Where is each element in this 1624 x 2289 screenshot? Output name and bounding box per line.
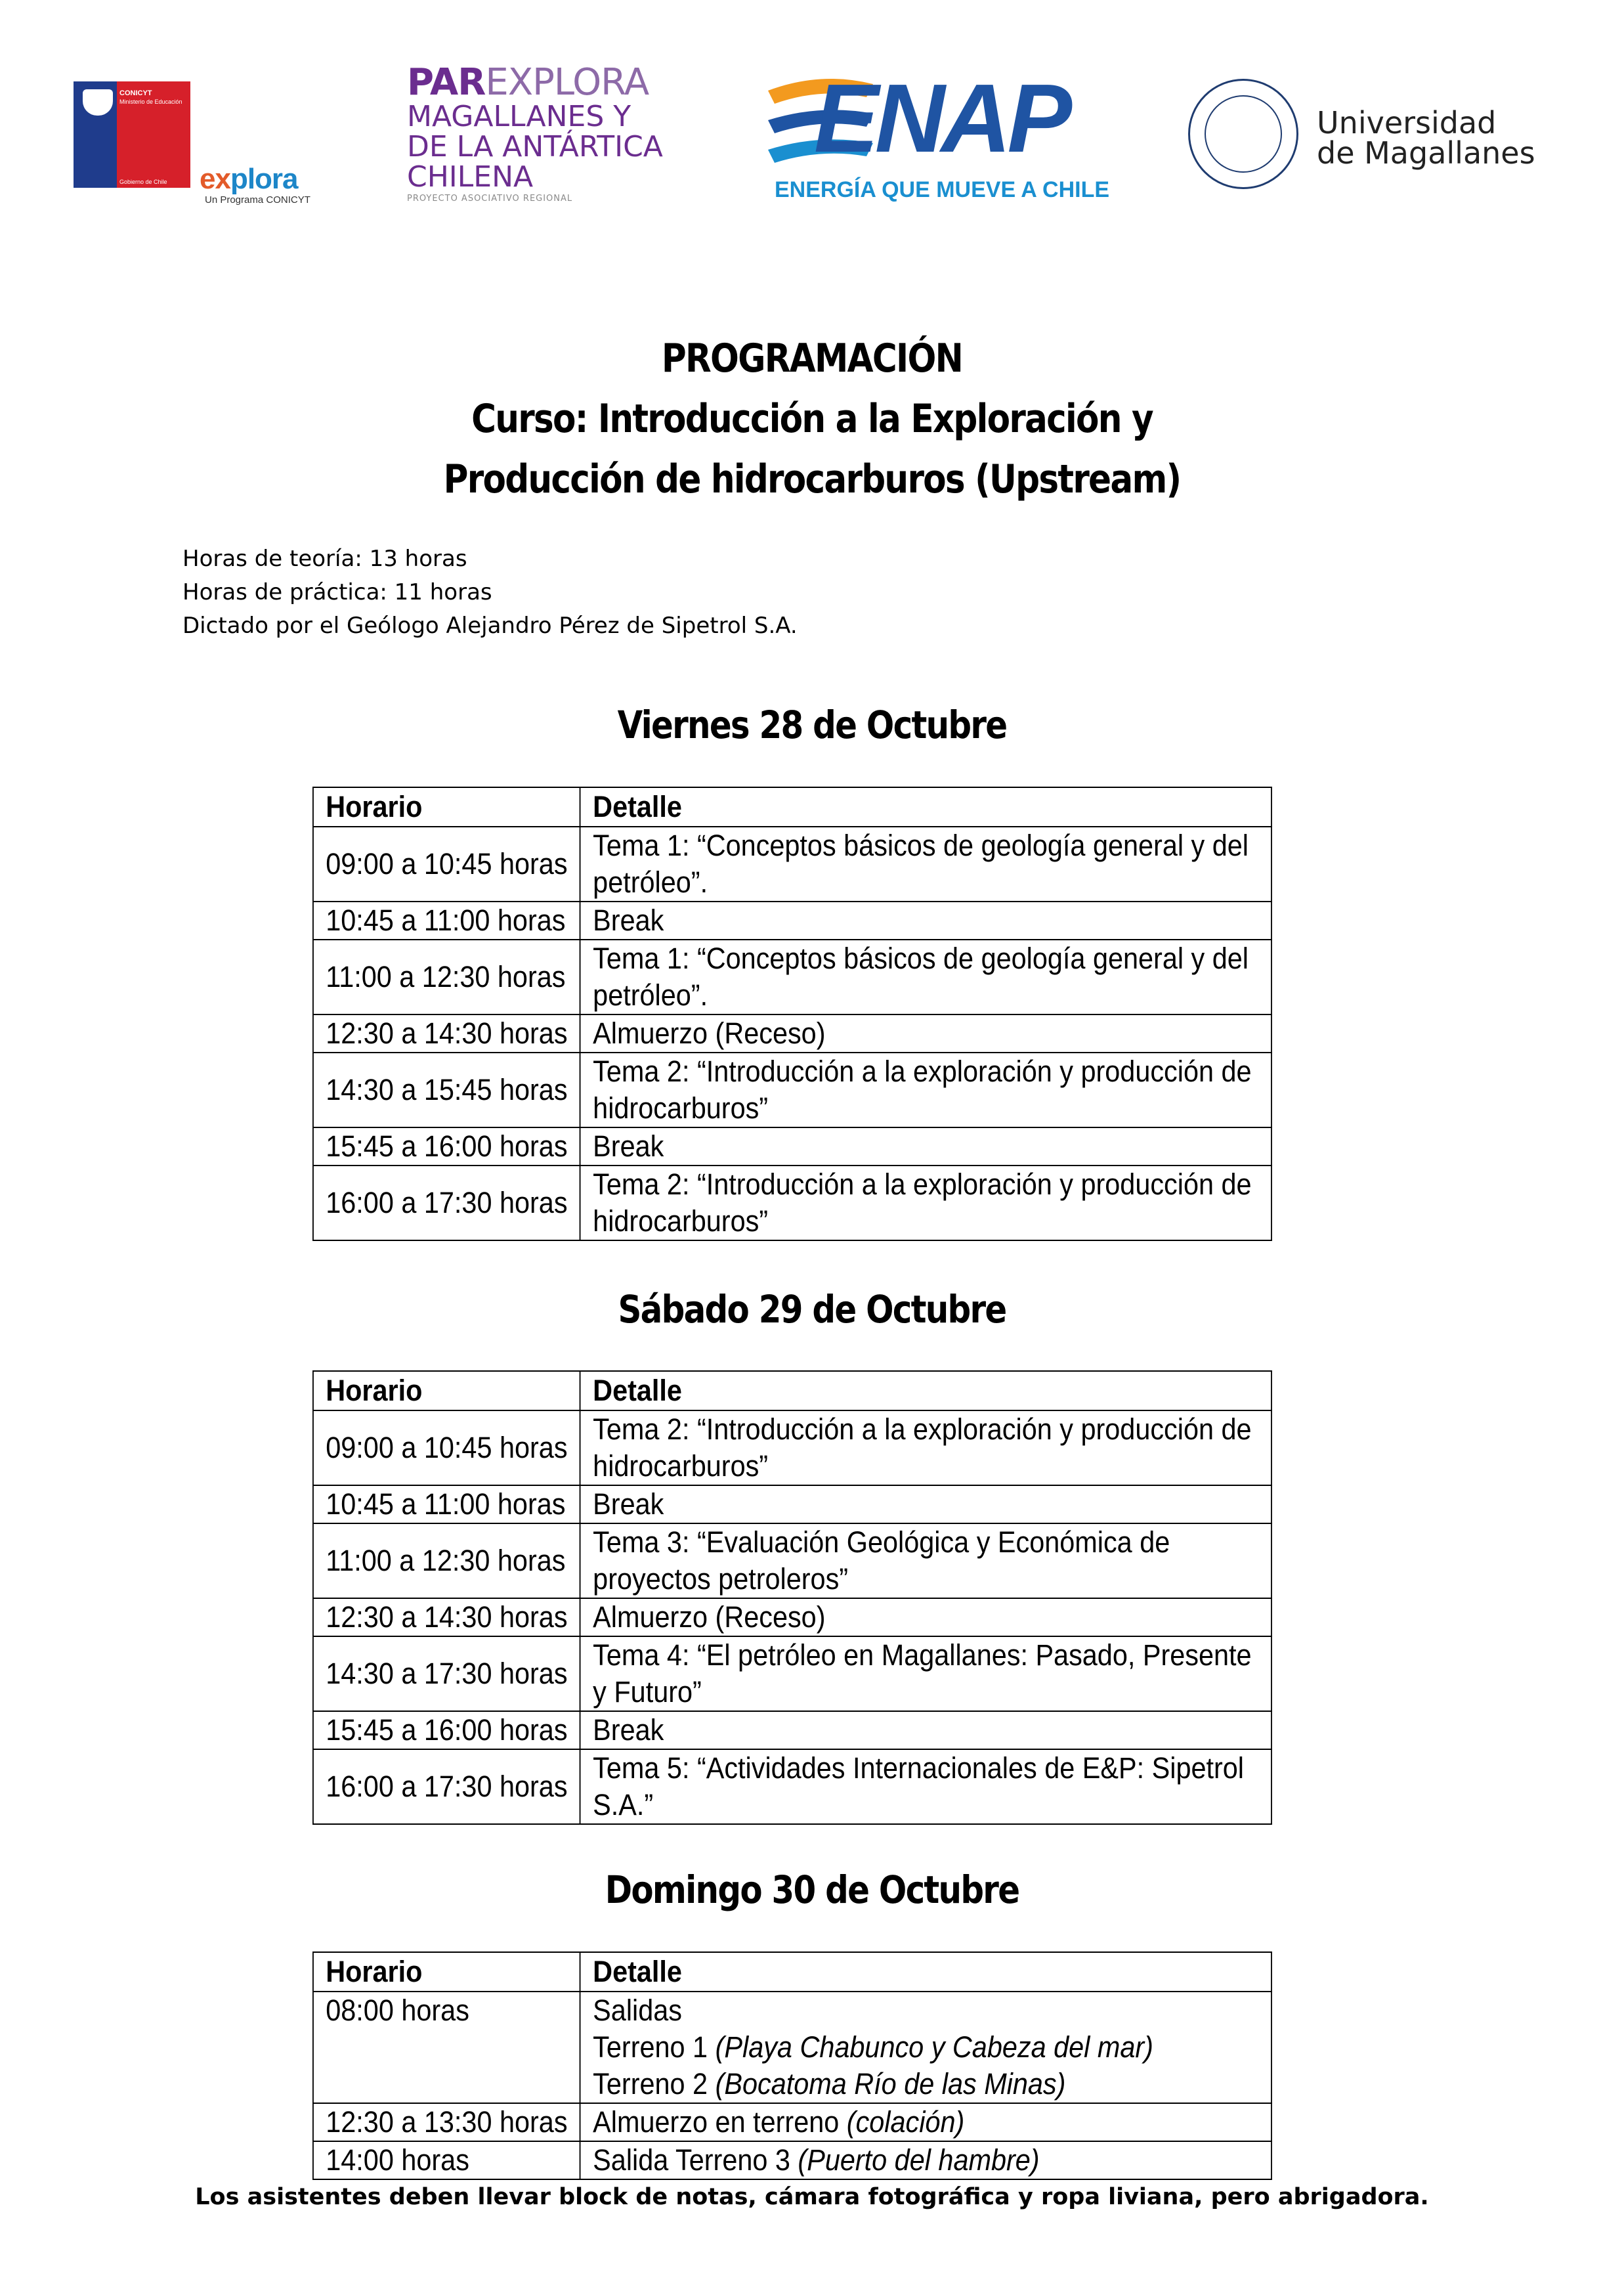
explora-tagline: Un Programa CONICYT	[205, 194, 310, 206]
time-cell: 09:00 a 10:45 horas	[313, 827, 580, 902]
course-title-line-1: Curso: Introducción a la Exploración y	[471, 396, 1153, 442]
table-row	[313, 902, 1271, 940]
table-header-row	[313, 1952, 1271, 1992]
time-cell: 12:30 a 14:30 horas	[313, 1014, 580, 1053]
time-cell: 14:00 horas	[313, 2141, 580, 2179]
logo-bar	[0, 59, 1624, 217]
enap-logo: ENAP ENERGÍA QUE MUEVE A CHILE	[761, 62, 1116, 213]
detail-cell: Tema 5: “Actividades Internacionales de E&P: Sipetrol S.A.”	[580, 1749, 1271, 1824]
col-horario: Horario	[313, 787, 580, 827]
col-detalle: Detalle	[580, 787, 1271, 827]
time-cell: 16:00 a 17:30 horas	[313, 1749, 580, 1824]
time-cell: 15:45 a 16:00 horas	[313, 1127, 580, 1166]
university-seal-icon	[1188, 79, 1298, 189]
time-cell: 12:30 a 13:30 horas	[313, 2103, 580, 2141]
instructor: Dictado por el Geólogo Alejandro Pérez de Sipetrol S.A.	[182, 613, 798, 639]
table-row	[313, 1523, 1271, 1598]
practice-hours: Horas de práctica: 11 horas	[182, 579, 492, 605]
table-row	[313, 940, 1271, 1014]
theory-hours: Horas de teoría: 13 horas	[182, 546, 467, 572]
table-row	[313, 1598, 1271, 1636]
universidad-de-magallanes-logo: Universidad de Magallanes	[1188, 79, 1582, 204]
table-row	[313, 2103, 1271, 2141]
time-cell: 14:30 a 15:45 horas	[313, 1053, 580, 1127]
time-cell: 09:00 a 10:45 horas	[313, 1410, 580, 1485]
course-title-line-2: Producción de hidrocarburos (Upstream)	[443, 456, 1181, 502]
table-row	[313, 1053, 1271, 1127]
saturday-schedule-table	[312, 1370, 1272, 1825]
col-horario: Horario	[313, 1371, 580, 1410]
page-title: PROGRAMACIÓN	[661, 336, 963, 381]
parexplora-logo: PAREXPLORA MAGALLANES Y DE LA ANTÁRTICA CHILENA PROYECTO ASOCIATIVO REGIONAL	[407, 61, 663, 204]
detail-cell: Tema 2: “Introducción a la exploración y producción de hidrocarburos”	[580, 1166, 1271, 1240]
table-row	[313, 1749, 1271, 1824]
conicyt-explora-logo	[74, 81, 310, 206]
detail-cell: Break	[580, 1127, 1271, 1166]
table-row	[313, 1410, 1271, 1485]
time-cell: 10:45 a 11:00 horas	[313, 1485, 580, 1523]
detail-cell: Tema 2: “Introducción a la exploración y producción de hidrocarburos”	[580, 1410, 1271, 1485]
detail-cell: Almuerzo (Receso)	[580, 1014, 1271, 1053]
friday-heading: Viernes 28 de Octubre	[617, 703, 1007, 747]
table-row	[313, 1992, 1271, 2103]
table-row	[313, 1636, 1271, 1711]
time-cell: 08:00 horas	[313, 1992, 580, 2103]
detail-cell: Almuerzo en terreno (colación)	[580, 2103, 1271, 2141]
time-cell: 11:00 a 12:30 horas	[313, 940, 580, 1014]
table-row	[313, 827, 1271, 902]
attendee-note: Los asistentes deben llevar block de notas, cámara fotográfica y ropa liviana, pero abrigadora.	[195, 2184, 1429, 2210]
table-row	[313, 1485, 1271, 1523]
col-horario: Horario	[313, 1952, 580, 1992]
detail-cell: Almuerzo (Receso)	[580, 1598, 1271, 1636]
table-row	[313, 1127, 1271, 1166]
detail-cell: Break	[580, 1485, 1271, 1523]
saturday-heading: Sábado 29 de Octubre	[618, 1287, 1006, 1332]
detail-cell: Tema 1: “Conceptos básicos de geología general y del petróleo”.	[580, 827, 1271, 902]
detail-cell: Break	[580, 902, 1271, 940]
detail-cell: Tema 3: “Evaluación Geológica y Económica de proyectos petroleros”	[580, 1523, 1271, 1598]
time-cell: 15:45 a 16:00 horas	[313, 1711, 580, 1749]
col-detalle: Detalle	[580, 1952, 1271, 1992]
explora-wordmark: explora	[200, 163, 298, 195]
time-cell: 16:00 a 17:30 horas	[313, 1166, 580, 1240]
time-cell: 14:30 a 17:30 horas	[313, 1636, 580, 1711]
detail-cell: Salida Terreno 3 (Puerto del hambre)	[580, 2141, 1271, 2179]
time-cell: 10:45 a 11:00 horas	[313, 902, 580, 940]
detail-cell: Tema 4: “El petróleo en Magallanes: Pasado, Presente y Futuro”	[580, 1636, 1271, 1711]
table-row	[313, 2141, 1271, 2179]
table-row	[313, 1014, 1271, 1053]
course-meta	[182, 542, 798, 643]
time-cell: 12:30 a 14:30 horas	[313, 1598, 580, 1636]
table-row	[313, 1166, 1271, 1240]
time-cell: 11:00 a 12:30 horas	[313, 1523, 580, 1598]
detail-cell: Tema 1: “Conceptos básicos de geología general y del petróleo”.	[580, 940, 1271, 1014]
table-header-row	[313, 1371, 1271, 1410]
sunday-schedule-table	[312, 1951, 1272, 2180]
gobierno-de-chile-emblem: CONICYT Ministerio de Educación Gobierno de Chile	[74, 81, 190, 188]
document-title	[0, 328, 1624, 510]
table-header-row	[313, 787, 1271, 827]
sunday-heading: Domingo 30 de Octubre	[605, 1867, 1019, 1912]
detail-cell: Break	[580, 1711, 1271, 1749]
friday-schedule-table	[312, 787, 1272, 1241]
detail-cell: Tema 2: “Introducción a la exploración y producción de hidrocarburos”	[580, 1053, 1271, 1127]
col-detalle: Detalle	[580, 1371, 1271, 1410]
coat-of-arms-icon	[83, 89, 113, 116]
detail-cell: Salidas Terreno 1 (Playa Chabunco y Cabeza del mar) Terreno 2 (Bocatoma Río de las Minas)	[580, 1992, 1271, 2103]
table-row	[313, 1711, 1271, 1749]
